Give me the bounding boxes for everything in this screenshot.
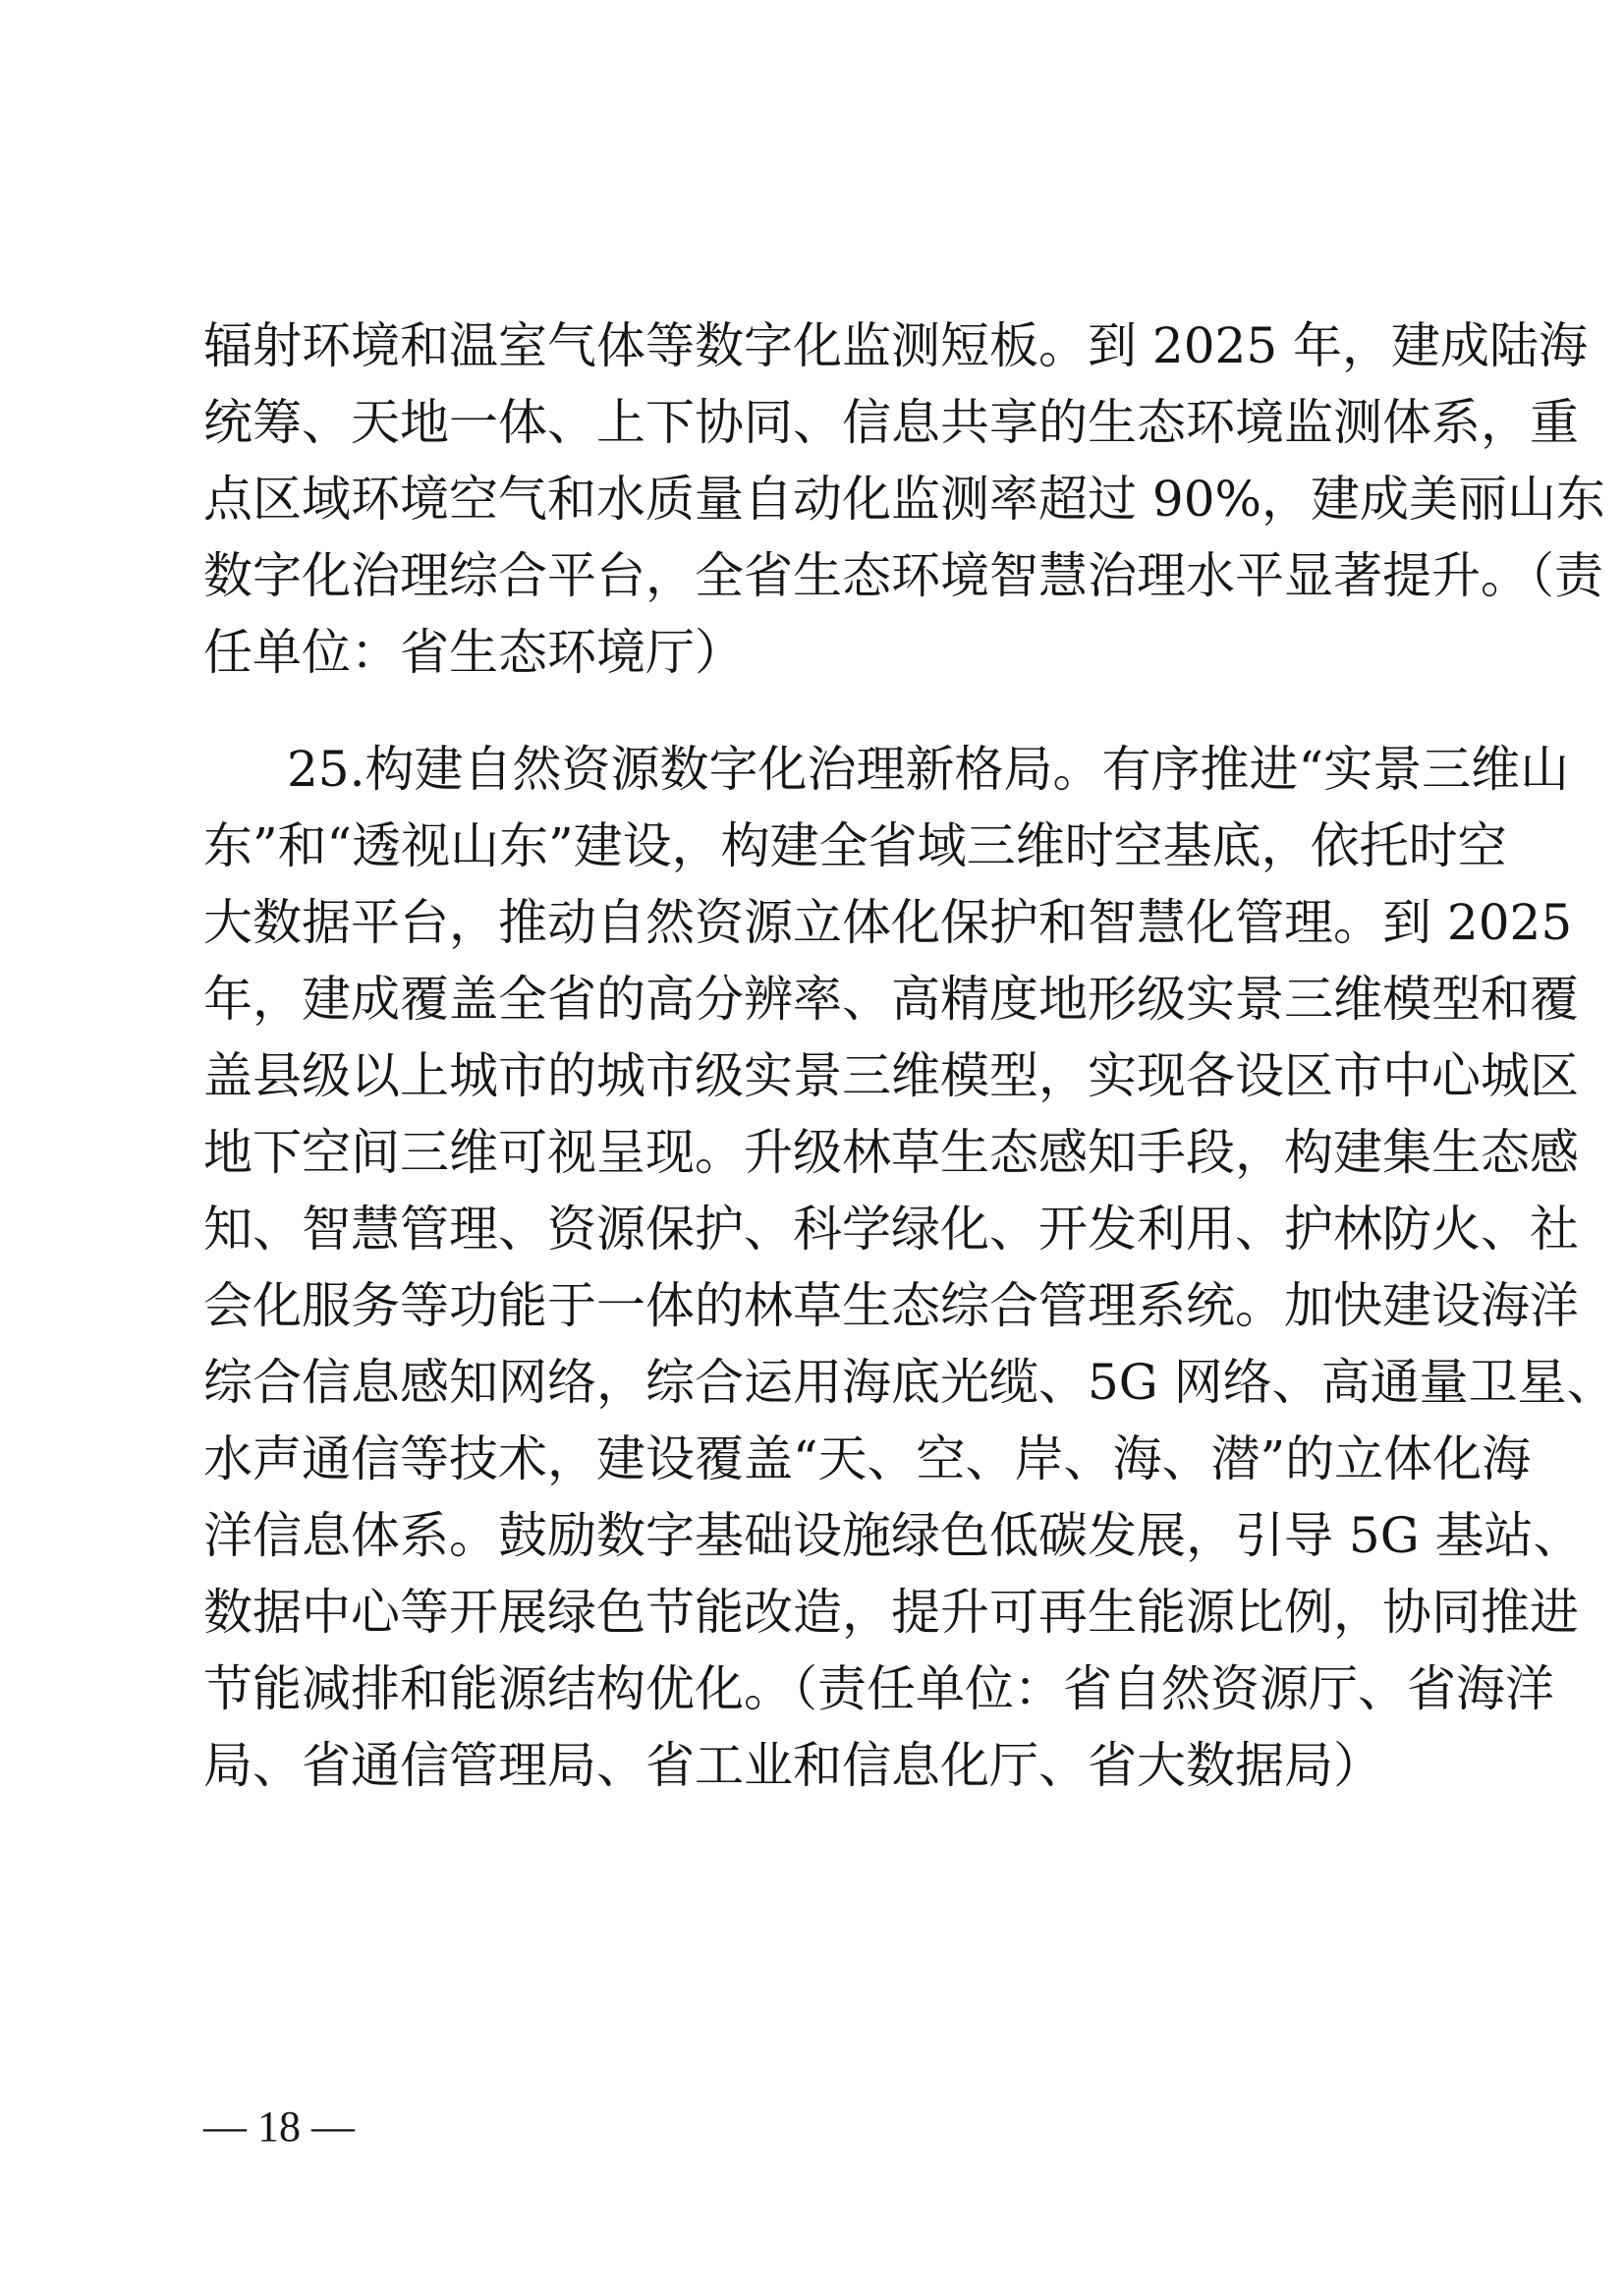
paragraph-1-line: 数字化治理综合平台，全省生态环境智慧治理水平显著提升。（责 <box>203 547 1603 604</box>
paragraph-2-line: 会化服务等功能于一体的林草生态综合管理系统。加快建设海洋 <box>203 1277 1579 1334</box>
paragraph-2-line: 25.构建自然资源数字化治理新格局。有序推进“实景三维山 <box>287 741 1570 798</box>
paragraph-2-line: 水声通信等技术，建设覆盖“天、空、岸、海、潜”的立体化海 <box>203 1430 1532 1487</box>
paragraph-2-line: 盖县级以上城市的城市级实景三维模型，实现各设区市中心城区 <box>203 1047 1579 1104</box>
paragraph-2-line: 节能减排和能源结构优化。（责任单位：省自然资源厅、省海洋 <box>203 1660 1554 1717</box>
page-number: — 18 — <box>203 2102 355 2151</box>
paragraph-2-line: 知、智慧管理、资源保护、科学绿化、开发利用、护林防火、社 <box>203 1201 1579 1258</box>
paragraph-1-line: 点区域环境空气和水质量自动化监测率超过 90%，建成美丽山东 <box>203 471 1606 528</box>
paragraph-2-line: 地下空间三维可视呈现。升级林草生态感知手段，构建集生态感 <box>203 1124 1579 1181</box>
paragraph-1-line: 任单位：省生态环境厅） <box>203 624 744 681</box>
paragraph-2-line: 局、省通信管理局、省工业和信息化厅、省大数据局） <box>203 1737 1382 1794</box>
paragraph-2-line: 综合信息感知网络，综合运用海底光缆、5G 网络、高通量卫星、 <box>203 1354 1616 1411</box>
paragraph-2-line: 东”和“透视山东”建设，构建全省域三维时空基底，依托时空 <box>203 817 1507 874</box>
paragraph-2-line: 大数据平台，推动自然资源立体化保护和智慧化管理。到 2025 <box>203 894 1573 951</box>
paragraph-2-line: 年，建成覆盖全省的高分辨率、高精度地形级实景三维模型和覆 <box>203 971 1579 1028</box>
paragraph-1-line: 辐射环境和温室气体等数字化监测短板。到 2025 年，建成陆海 <box>203 317 1589 374</box>
paragraph-2-line: 洋信息体系。鼓励数字基础设施绿色低碳发展，引导 5G 基站、 <box>203 1507 1583 1564</box>
paragraph-1-line: 统筹、天地一体、上下协同、信息共享的生态环境监测体系，重 <box>203 394 1579 451</box>
paragraph-2-line: 数据中心等开展绿色节能改造，提升可再生能源比例，协同推进 <box>203 1584 1579 1641</box>
